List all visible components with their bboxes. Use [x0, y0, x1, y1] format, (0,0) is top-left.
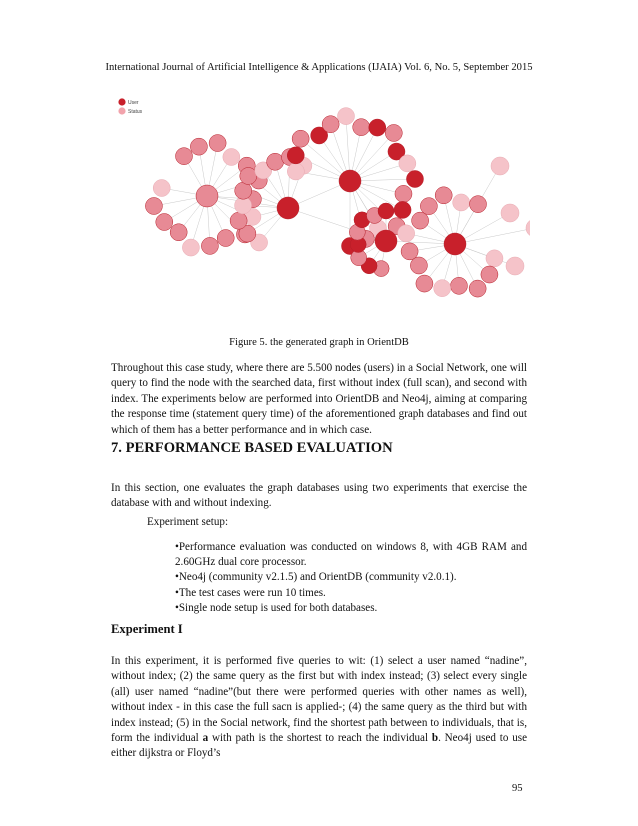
figure-caption: Figure 5. the generated graph in OrientDB [229, 337, 409, 348]
legend-status-swatch [118, 107, 125, 114]
legend-user-label: User [128, 100, 139, 106]
graph-node [182, 239, 199, 256]
graph-node [412, 212, 429, 229]
graph-node [416, 275, 433, 292]
graph-node [420, 198, 437, 215]
graph-node [339, 170, 361, 192]
graph-node [481, 266, 498, 283]
graph-node [450, 277, 467, 294]
orientdb-graph [110, 88, 530, 328]
paragraph-section-intro: In this section, one evaluates the graph databases using two experiments that exercise the database with and without indexing. [111, 482, 527, 510]
graph-node [501, 204, 519, 222]
graph-node [486, 250, 503, 267]
graph-figure [110, 88, 530, 328]
graph-node [217, 230, 234, 247]
graph-node [434, 280, 451, 297]
section-title: 7. PERFORMANCE BASED EVALUATION [111, 440, 393, 456]
graph-node [506, 257, 524, 275]
graph-node [145, 197, 162, 214]
graph-node [196, 185, 218, 207]
graph-node [156, 214, 173, 231]
graph-node [395, 185, 412, 202]
graph-node [292, 130, 309, 147]
subsection-title: Experiment I [111, 622, 183, 636]
graph-node [287, 147, 304, 164]
setup-item: •The test cases were run 10 times. [175, 586, 326, 599]
setup-item: •Single node setup is used for both databases. [175, 601, 378, 614]
graph-node [322, 116, 339, 133]
journal-header: International Journal of Artificial Intelligence & Applications (IJAIA) Vol. 6, No. 5, September 2015 [105, 62, 533, 73]
graph-node [235, 182, 252, 199]
graph-node [170, 224, 187, 241]
setup-item: •Performance evaluation was conducted on windows 8, with 4GB RAM and 2.60GHz dual core processor. [175, 541, 527, 569]
graph-node [209, 135, 226, 152]
graph-node [375, 230, 397, 252]
graph-node [406, 170, 423, 187]
page-number: 95 [512, 783, 523, 794]
graph-node [385, 124, 402, 141]
paragraph-case-study: Throughout this case study, where there are 5.500 nodes (users) in a Social Network, one will query to find the node with the searched data, first without index (full scan), and second with index. The experiments below are performed into OrientDB and Neo4j, aiming at comparing the response time (statement query time) of the aforementioned graph databases and find out which of them has a better performance and in which case. [111, 362, 527, 436]
graph-node [469, 280, 486, 297]
graph-node [176, 148, 193, 165]
graph-node [240, 167, 257, 184]
graph-node [398, 225, 415, 242]
graph-node [453, 194, 470, 211]
legend-user-swatch [118, 98, 125, 105]
graph-node [399, 155, 416, 172]
graph-node [153, 180, 170, 197]
graph-node [277, 197, 299, 219]
graph-node [267, 153, 284, 170]
graph-node [223, 148, 240, 165]
graph-node [435, 187, 452, 204]
graph-node [410, 257, 427, 274]
graph-node [337, 108, 354, 125]
graph-edge [455, 228, 530, 244]
legend-status-label: Status [128, 109, 143, 115]
graph-node [526, 219, 530, 237]
graph-node [401, 243, 418, 260]
graph-node [230, 212, 247, 229]
graph-node [287, 163, 304, 180]
graph-node [378, 203, 394, 219]
graph-node [190, 138, 207, 155]
experiment-setup-label: Experiment setup: [147, 516, 229, 528]
graph-node [353, 119, 370, 136]
paragraph-experiment-one: In this experiment, it is performed five queries to wit: (1) select a user named “nadine”, without index; (2) the same query as the first but with index instead; (3) select every single (all) user named “nadine”(but there were performed queries with other names as well), without index - in this case the full sacn is applied-; (4) the same query as the third but with index instead; (5) in the Social network, find the shortest path between to individuals, that is, form the individual a with path is the shortest to reach the individual b. Neo4j used to use either dijkstra or Floyd’s [111, 655, 528, 760]
graph-nodes [145, 108, 530, 297]
graph-node [470, 196, 487, 213]
graph-node [394, 201, 411, 218]
graph-legend [118, 98, 142, 115]
graph-node [369, 119, 386, 136]
graph-node [444, 233, 466, 255]
setup-item: •Neo4j (community v2.1.5) and OrientDB (community v2.0.1). [175, 571, 457, 584]
graph-node [491, 157, 509, 175]
setup-list [175, 540, 527, 616]
graph-node [201, 237, 218, 254]
